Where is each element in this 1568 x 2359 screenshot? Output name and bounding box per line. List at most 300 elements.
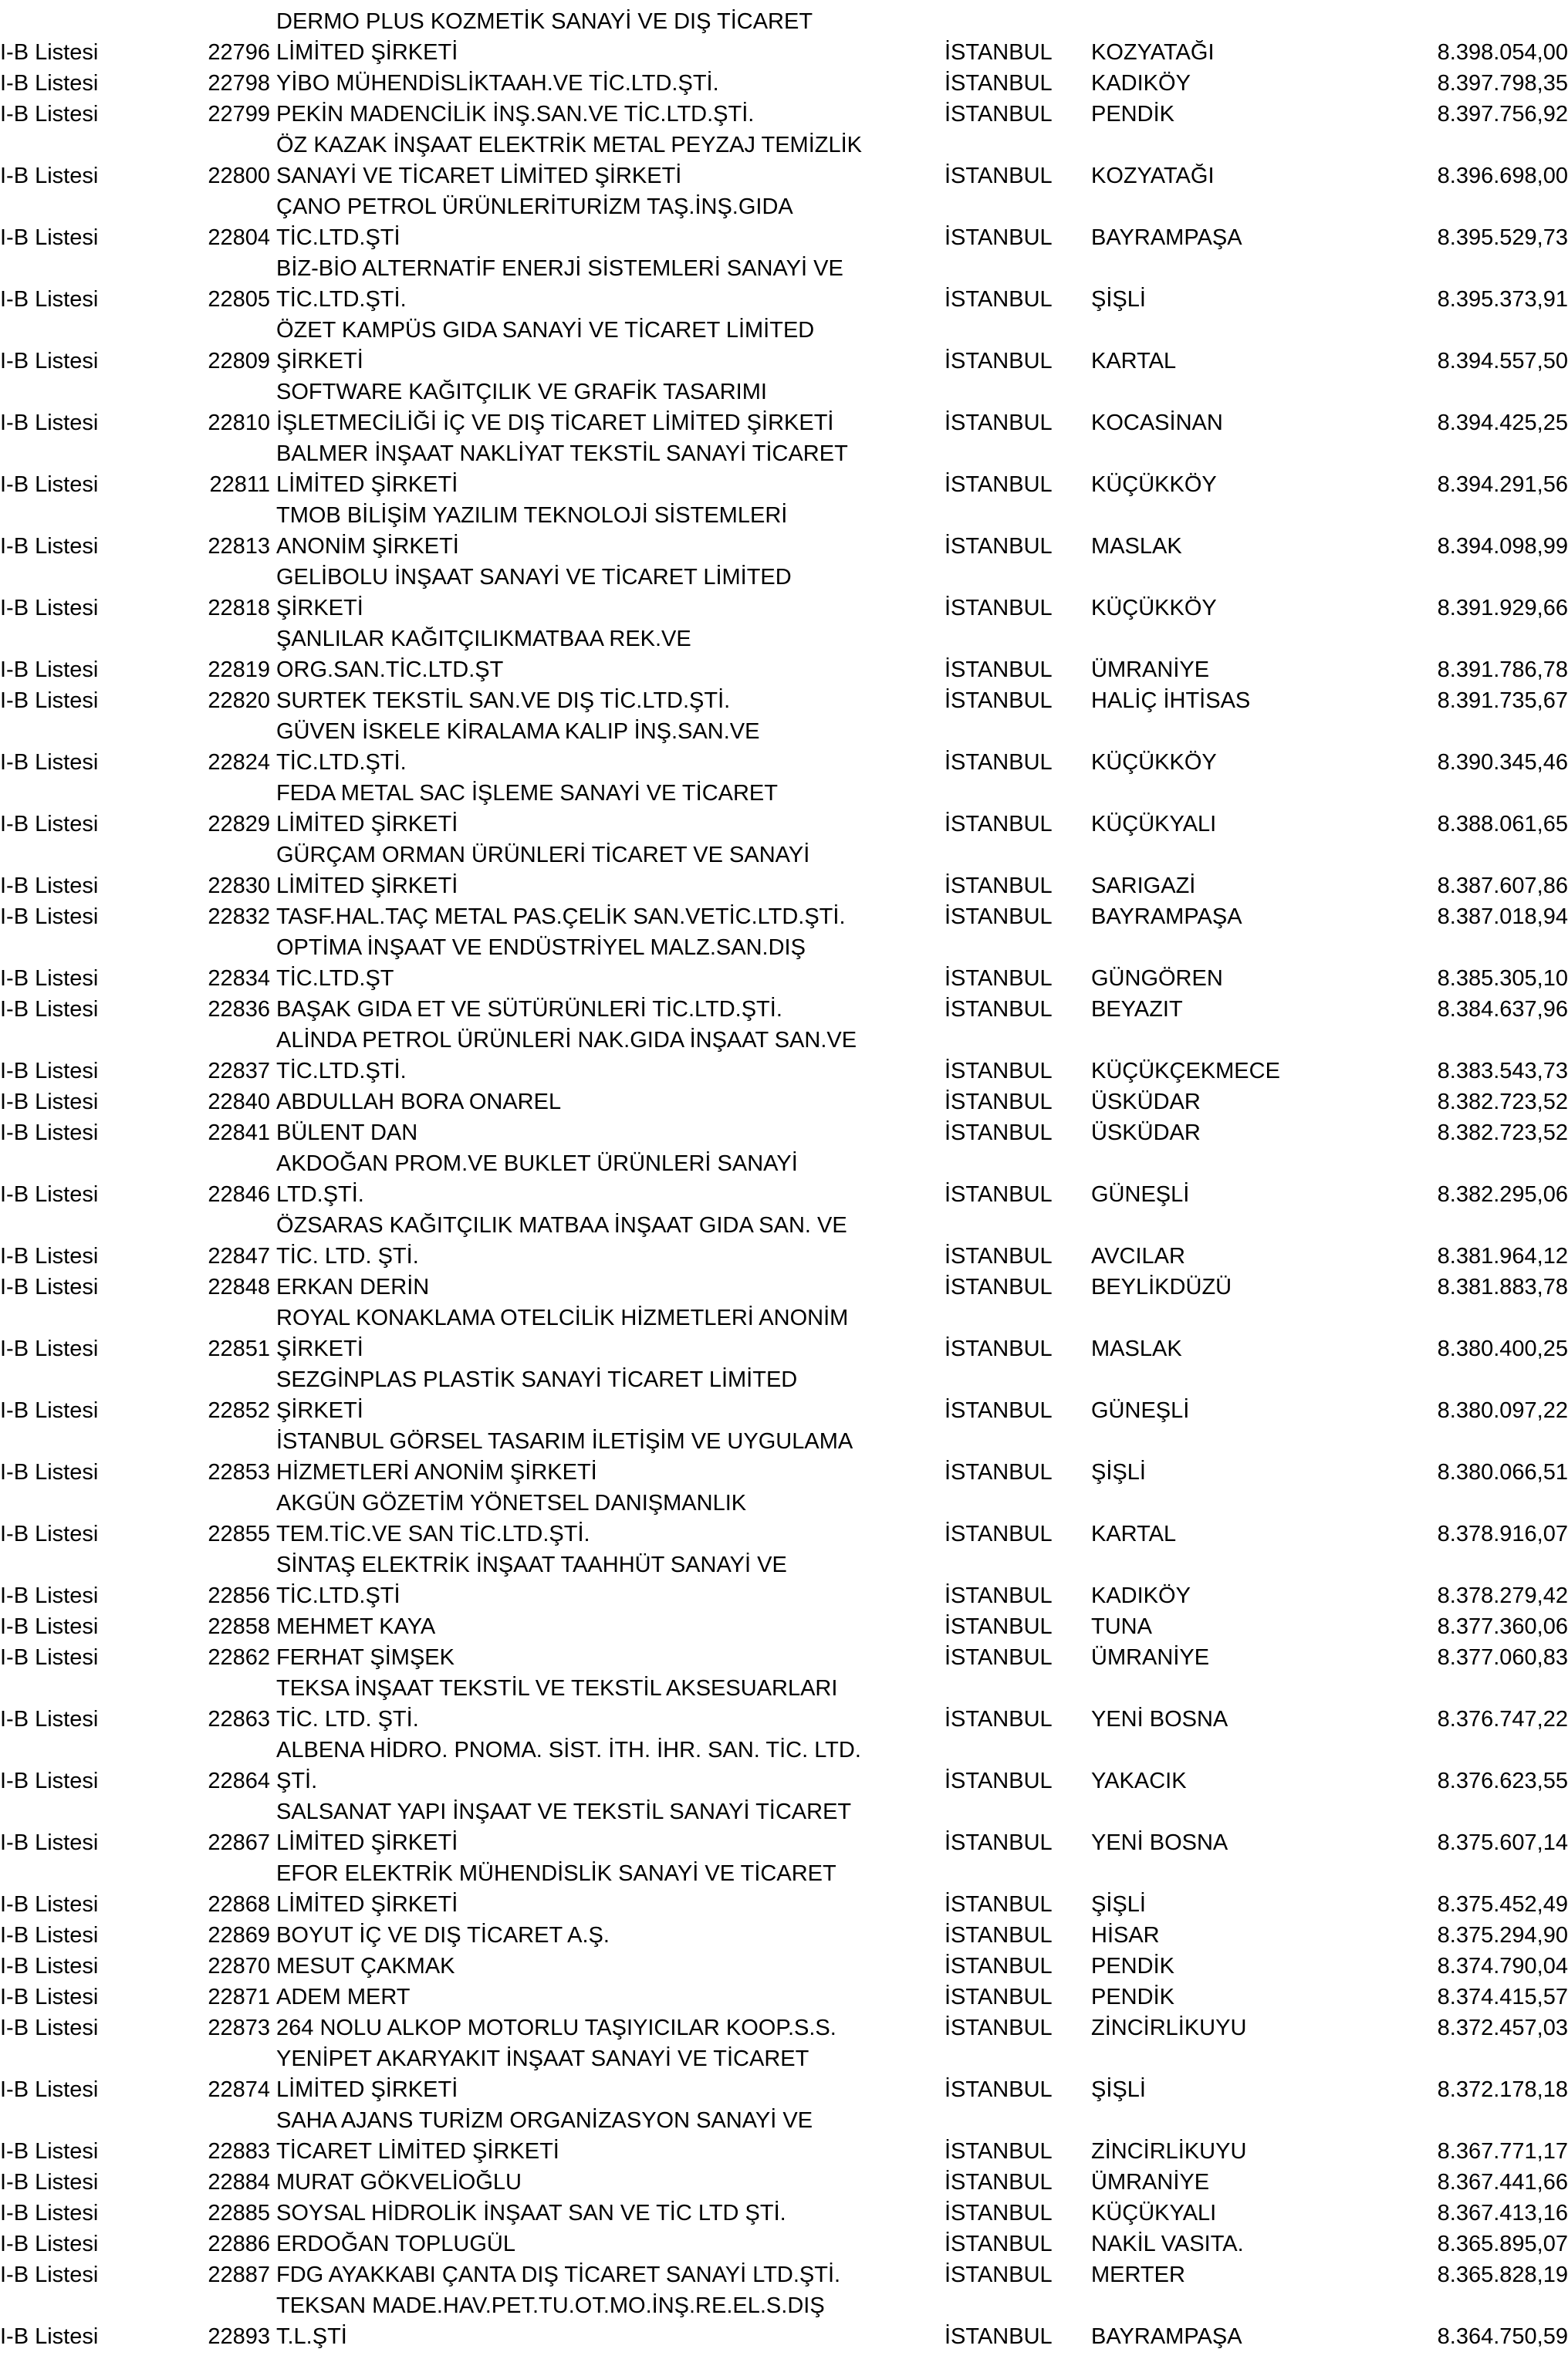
company-name-line: ÖZSARAS KAĞITÇILIK MATBAA İNŞAAT GIDA SAN. VE: [276, 1213, 847, 1238]
row-number: 22819: [208, 657, 270, 682]
company-name-line: LİMİTED ŞİRKETİ: [276, 874, 458, 898]
row-number: 22851: [208, 1337, 270, 1361]
city: İSTANBUL: [945, 750, 1053, 775]
company-name-line: TİC.LTD.ŞTİ.: [276, 287, 407, 312]
district: TUNA: [1091, 1614, 1152, 1639]
company-name-line: ERKAN DERİN: [276, 1275, 430, 1299]
list-name: I-B Listesi: [0, 966, 99, 991]
amount: 8.367.441,66: [1437, 2170, 1568, 2195]
table-row: [0, 1303, 1568, 1364]
city: İSTANBUL: [945, 102, 1053, 127]
table-row: [0, 1087, 1568, 1117]
district: GÜNEŞLİ: [1091, 1398, 1190, 1423]
row-number: 22837: [208, 1059, 270, 1083]
row-number: 22811: [209, 472, 270, 497]
amount: 8.374.790,04: [1437, 1954, 1568, 1979]
amount: 8.365.895,07: [1437, 2232, 1568, 2256]
amount: 8.367.413,16: [1437, 2201, 1568, 2226]
company-name-line: MURAT GÖKVELİOĞLU: [276, 2170, 522, 2195]
row-number: 22832: [208, 904, 270, 929]
city: İSTANBUL: [945, 2077, 1053, 2102]
amount: 8.365.828,19: [1437, 2263, 1568, 2287]
amount: 8.394.098,99: [1437, 534, 1568, 559]
row-number: 22799: [208, 102, 270, 127]
company-name-line: ÖZET KAMPÜS GIDA SANAYİ VE TİCARET LİMİTED: [276, 318, 815, 343]
district: ÜMRANİYE: [1091, 657, 1210, 682]
amount: 8.391.735,67: [1437, 688, 1568, 713]
district: KARTAL: [1091, 1522, 1177, 1546]
row-number: 22884: [208, 2170, 270, 2195]
company-name-line: DERMO PLUS KOZMETİK SANAYİ VE DIŞ TİCARET: [276, 9, 813, 34]
table-row: [0, 994, 1568, 1025]
district: YENİ BOSNA: [1091, 1707, 1228, 1732]
list-name: I-B Listesi: [0, 225, 99, 250]
table-row: [0, 1364, 1568, 1426]
company-name-line: ŞİRKETİ: [276, 349, 363, 373]
amount: 8.375.607,14: [1437, 1830, 1568, 1855]
company-name-line: MEHMET KAYA: [276, 1614, 436, 1639]
district: ZİNCİRLİKUYU: [1091, 2139, 1247, 2164]
list-name: I-B Listesi: [0, 812, 99, 836]
amount: 8.381.964,12: [1437, 1244, 1568, 1269]
amount: 8.387.018,94: [1437, 904, 1568, 929]
district: BEYAZIT: [1091, 997, 1183, 1022]
company-name-line: SOFTWARE KAĞITÇILIK VE GRAFİK TASARIMI: [276, 380, 767, 404]
city: İSTANBUL: [945, 2170, 1053, 2195]
list-name: I-B Listesi: [0, 1892, 99, 1917]
company-name-line: HİZMETLERİ ANONİM ŞİRKETİ: [276, 1460, 597, 1485]
city: İSTANBUL: [945, 2201, 1053, 2226]
district: KADIKÖY: [1091, 1583, 1191, 1608]
row-number: 22848: [208, 1275, 270, 1299]
table-row: [0, 253, 1568, 315]
row-number: 22852: [208, 1398, 270, 1423]
district: ÜMRANİYE: [1091, 2170, 1210, 2195]
company-name-line: LİMİTED ŞİRKETİ: [276, 812, 458, 836]
amount: 8.396.698,00: [1437, 164, 1568, 188]
list-name: I-B Listesi: [0, 1120, 99, 1145]
company-name-line: SOYSAL HİDROLİK İNŞAAT SAN VE TİC LTD ŞTİ.: [276, 2201, 786, 2226]
list-name: I-B Listesi: [0, 40, 99, 65]
city: İSTANBUL: [945, 164, 1053, 188]
company-name-line: SURTEK TEKSTİL SAN.VE DIŞ TİC.LTD.ŞTİ.: [276, 688, 731, 713]
table-row: [0, 2198, 1568, 2229]
company-name-line: ANONİM ŞİRKETİ: [276, 534, 459, 559]
list-name: I-B Listesi: [0, 1244, 99, 1269]
district: GÜNGÖREN: [1091, 966, 1223, 991]
amount: 8.384.637,96: [1437, 997, 1568, 1022]
district: ŞİŞLİ: [1091, 1460, 1146, 1485]
company-name-line: İŞLETMECİLİĞİ İÇ VE DIŞ TİCARET LİMİTED ŞİRKETİ: [276, 411, 834, 435]
row-number: 22840: [208, 1090, 270, 1114]
table-row: [0, 6, 1568, 68]
list-name: I-B Listesi: [0, 688, 99, 713]
city: İSTANBUL: [945, 596, 1053, 620]
table-row: [0, 1920, 1568, 1951]
row-number: 22858: [208, 1614, 270, 1639]
district: MASLAK: [1091, 1337, 1182, 1361]
list-name: I-B Listesi: [0, 1707, 99, 1732]
table-row: [0, 1272, 1568, 1303]
list-name: I-B Listesi: [0, 657, 99, 682]
company-name-line: GELİBOLU İNŞAAT SANAYİ VE TİCARET LİMİTED: [276, 565, 792, 590]
district: KÜÇÜKKÖY: [1091, 750, 1217, 775]
district: GÜNEŞLİ: [1091, 1182, 1190, 1207]
list-name: I-B Listesi: [0, 1398, 99, 1423]
table-row: [0, 901, 1568, 932]
company-name-line: ŞANLILAR KAĞITÇILIKMATBAA REK.VE: [276, 627, 691, 651]
table-row: [0, 315, 1568, 377]
district: ZİNCİRLİKUYU: [1091, 2016, 1247, 2040]
list-name: I-B Listesi: [0, 904, 99, 929]
district: HİSAR: [1091, 1923, 1160, 1948]
company-name-line: ALBENA HİDRO. PNOMA. SİST. İTH. İHR. SAN. TİC. LTD.: [276, 1738, 861, 1762]
company-name-line: BOYUT İÇ VE DIŞ TİCARET A.Ş.: [276, 1923, 610, 1948]
amount: 8.394.291,56: [1437, 472, 1568, 497]
list-name: I-B Listesi: [0, 349, 99, 373]
table-row: [0, 2259, 1568, 2290]
list-name: I-B Listesi: [0, 1337, 99, 1361]
list-name: I-B Listesi: [0, 1985, 99, 2009]
amount: 8.380.097,22: [1437, 1398, 1568, 1423]
company-name-line: ADEM MERT: [276, 1985, 411, 2009]
amount: 8.385.305,10: [1437, 966, 1568, 991]
row-number: 22867: [208, 1830, 270, 1855]
city: İSTANBUL: [945, 1522, 1053, 1546]
amount: 8.383.543,73: [1437, 1059, 1568, 1083]
company-name-line: AKGÜN GÖZETİM YÖNETSEL DANIŞMANLIK: [276, 1491, 747, 1516]
company-name-line: ŞİRKETİ: [276, 596, 363, 620]
list-name: I-B Listesi: [0, 1460, 99, 1485]
district: KADIKÖY: [1091, 71, 1191, 96]
city: İSTANBUL: [945, 1830, 1053, 1855]
table-row: [0, 130, 1568, 191]
city: İSTANBUL: [945, 812, 1053, 836]
amount: 8.382.723,52: [1437, 1120, 1568, 1145]
company-name-line: ROYAL KONAKLAMA OTELCİLİK HİZMETLERİ ANONİM: [276, 1306, 849, 1330]
district: PENDİK: [1091, 1954, 1174, 1979]
city: İSTANBUL: [945, 1244, 1053, 1269]
company-name-line: FEDA METAL SAC İŞLEME SANAYİ VE TİCARET: [276, 781, 778, 806]
amount: 8.372.457,03: [1437, 2016, 1568, 2040]
district: BAYRAMPAŞA: [1091, 904, 1242, 929]
company-name-line: TEKSAN MADE.HAV.PET.TU.OT.MO.İNŞ.RE.EL.S.DIŞ: [276, 2293, 825, 2318]
company-name-line: FERHAT ŞİMŞEK: [276, 1645, 455, 1670]
amount: 8.395.373,91: [1437, 287, 1568, 312]
row-number: 22804: [208, 225, 270, 250]
amount: 8.377.360,06: [1437, 1614, 1568, 1639]
row-number: 22873: [208, 2016, 270, 2040]
company-name-line: BİZ-BİO ALTERNATİF ENERJİ SİSTEMLERİ SANAYİ VE: [276, 256, 843, 281]
amount: 8.380.066,51: [1437, 1460, 1568, 1485]
company-name-line: TİC.LTD.ŞT: [276, 966, 394, 991]
list-name: I-B Listesi: [0, 1059, 99, 1083]
district: ÜSKÜDAR: [1091, 1120, 1201, 1145]
table-row: [0, 1611, 1568, 1642]
company-name-line: LTD.ŞTİ.: [276, 1182, 364, 1207]
city: İSTANBUL: [945, 966, 1053, 991]
row-number: 22798: [208, 71, 270, 96]
company-name-line: BALMER İNŞAAT NAKLİYAT TEKSTİL SANAYİ TİCARET: [276, 441, 848, 466]
company-name-line: GÜRÇAM ORMAN ÜRÜNLERİ TİCARET VE SANAYİ: [276, 843, 810, 867]
table-row: [0, 1488, 1568, 1550]
amount: 8.398.054,00: [1437, 40, 1568, 65]
city: İSTANBUL: [945, 2139, 1053, 2164]
district: ÜMRANİYE: [1091, 1645, 1210, 1670]
company-name-line: SALSANAT YAPI İNŞAAT VE TEKSTİL SANAYİ TİCARET: [276, 1800, 852, 1824]
company-name-line: ÖZ KAZAK İNŞAAT ELEKTRİK METAL PEYZAJ TEMİZLİK: [276, 133, 863, 157]
district: YENİ BOSNA: [1091, 1830, 1228, 1855]
company-name-line: LİMİTED ŞİRKETİ: [276, 40, 458, 65]
city: İSTANBUL: [945, 1614, 1053, 1639]
district: MERTER: [1091, 2263, 1185, 2287]
amount: 8.377.060,83: [1437, 1645, 1568, 1670]
company-name-line: T.L.ŞTİ: [276, 2324, 347, 2349]
table-row: [0, 1025, 1568, 1087]
table-row: [0, 1426, 1568, 1488]
district: BEYLİKDÜZÜ: [1091, 1275, 1232, 1299]
city: İSTANBUL: [945, 1120, 1053, 1145]
table-row: [0, 2229, 1568, 2259]
row-number: 22864: [208, 1769, 270, 1793]
company-name-line: ERDOĞAN TOPLUGÜL: [276, 2232, 515, 2256]
list-name: I-B Listesi: [0, 472, 99, 497]
row-number: 22834: [208, 966, 270, 991]
list-name: I-B Listesi: [0, 1923, 99, 1948]
district: KÜÇÜKÇEKMECE: [1091, 1059, 1280, 1083]
company-name-line: SANAYİ VE TİCARET LİMİTED ŞİRKETİ: [276, 164, 682, 188]
list-name: I-B Listesi: [0, 1830, 99, 1855]
table-row: [0, 1210, 1568, 1272]
list-name: I-B Listesi: [0, 1522, 99, 1546]
amount: 8.391.929,66: [1437, 596, 1568, 620]
row-number: 22883: [208, 2139, 270, 2164]
table-row: [0, 68, 1568, 99]
amount: 8.378.279,42: [1437, 1583, 1568, 1608]
company-name-line: SEZGİNPLAS PLASTİK SANAYİ TİCARET LİMİTED: [276, 1367, 798, 1392]
city: İSTANBUL: [945, 2263, 1053, 2287]
city: İSTANBUL: [945, 349, 1053, 373]
city: İSTANBUL: [945, 874, 1053, 898]
company-name-line: LİMİTED ŞİRKETİ: [276, 2077, 458, 2102]
amount: 8.395.529,73: [1437, 225, 1568, 250]
amount: 8.382.723,52: [1437, 1090, 1568, 1114]
row-number: 22846: [208, 1182, 270, 1207]
amount: 8.381.883,78: [1437, 1275, 1568, 1299]
list-name: I-B Listesi: [0, 71, 99, 96]
company-name-line: SAHA AJANS TURİZM ORGANİZASYON SANAYİ VE: [276, 2108, 813, 2133]
row-number: 22829: [208, 812, 270, 836]
list-name: I-B Listesi: [0, 534, 99, 559]
company-name-line: ŞİRKETİ: [276, 1337, 363, 1361]
list-name: I-B Listesi: [0, 1769, 99, 1793]
list-name: I-B Listesi: [0, 1583, 99, 1608]
company-name-line: YENİPET AKARYAKIT İNŞAAT SANAYİ VE TİCARET: [276, 2046, 809, 2071]
amount: 8.394.425,25: [1437, 411, 1568, 435]
table-row: [0, 1642, 1568, 1673]
row-number: 22810: [208, 411, 270, 435]
company-name-line: ABDULLAH BORA ONAREL: [276, 1090, 562, 1114]
table-row: [0, 1673, 1568, 1735]
list-name: I-B Listesi: [0, 2201, 99, 2226]
table-row: [0, 1796, 1568, 1858]
table-row: [0, 1735, 1568, 1796]
row-number: 22855: [208, 1522, 270, 1546]
row-number: 22820: [208, 688, 270, 713]
company-name-line: SİNTAŞ ELEKTRİK İNŞAAT TAAHHÜT SANAYİ VE: [276, 1553, 787, 1577]
table-row: [0, 438, 1568, 500]
district: KÜÇÜKKÖY: [1091, 596, 1217, 620]
district: ÜSKÜDAR: [1091, 1090, 1201, 1114]
company-name-line: EFOR ELEKTRİK MÜHENDİSLİK SANAYİ VE TİCARET: [276, 1861, 836, 1886]
amount: 8.364.750,59: [1437, 2324, 1568, 2349]
list-name: I-B Listesi: [0, 997, 99, 1022]
list-name: I-B Listesi: [0, 750, 99, 775]
row-number: 22809: [208, 349, 270, 373]
city: İSTANBUL: [945, 2324, 1053, 2349]
company-name-line: OPTİMA İNŞAAT VE ENDÜSTRİYEL MALZ.SAN.DIŞ: [276, 935, 806, 960]
city: İSTANBUL: [945, 1645, 1053, 1670]
district: KARTAL: [1091, 349, 1177, 373]
list-name: I-B Listesi: [0, 287, 99, 312]
company-name-line: ŞTİ.: [276, 1769, 318, 1793]
city: İSTANBUL: [945, 688, 1053, 713]
company-name-line: TİC.LTD.ŞTİ: [276, 1583, 400, 1608]
table-row: [0, 624, 1568, 685]
city: İSTANBUL: [945, 1583, 1053, 1608]
city: İSTANBUL: [945, 1398, 1053, 1423]
row-number: 22870: [208, 1954, 270, 1979]
district: BAYRAMPAŞA: [1091, 2324, 1242, 2349]
row-number: 22805: [208, 287, 270, 312]
list-name: I-B Listesi: [0, 2170, 99, 2195]
amount: 8.375.452,49: [1437, 1892, 1568, 1917]
table-row: [0, 562, 1568, 624]
row-number: 22830: [208, 874, 270, 898]
district: HALİÇ İHTİSAS: [1091, 688, 1251, 713]
district: MASLAK: [1091, 534, 1182, 559]
list-name: I-B Listesi: [0, 1275, 99, 1299]
city: İSTANBUL: [945, 534, 1053, 559]
company-name-line: TEM.TİC.VE SAN TİC.LTD.ŞTİ.: [276, 1522, 590, 1546]
city: İSTANBUL: [945, 1460, 1053, 1485]
district: ŞİŞLİ: [1091, 1892, 1146, 1917]
company-name-line: LİMİTED ŞİRKETİ: [276, 1892, 458, 1917]
row-number: 22856: [208, 1583, 270, 1608]
table-row: [0, 2013, 1568, 2043]
list-name: I-B Listesi: [0, 1954, 99, 1979]
company-name-line: TİC.LTD.ŞTİ.: [276, 1059, 407, 1083]
amount: 8.367.771,17: [1437, 2139, 1568, 2164]
row-number: 22796: [208, 40, 270, 65]
amount: 8.397.756,92: [1437, 102, 1568, 127]
table-row: [0, 1951, 1568, 1982]
company-name-line: İSTANBUL GÖRSEL TASARIM İLETİŞİM VE UYGULAMA: [276, 1429, 853, 1454]
table-row: [0, 1550, 1568, 1611]
list-name: I-B Listesi: [0, 2077, 99, 2102]
district: PENDİK: [1091, 102, 1174, 127]
company-name-line: AKDOĞAN PROM.VE BUKLET ÜRÜNLERİ SANAYİ: [276, 1151, 798, 1176]
table-row: [0, 2167, 1568, 2198]
row-number: 22886: [208, 2232, 270, 2256]
amount: 8.380.400,25: [1437, 1337, 1568, 1361]
city: İSTANBUL: [945, 1182, 1053, 1207]
amount: 8.376.623,55: [1437, 1769, 1568, 1793]
amount: 8.374.415,57: [1437, 1985, 1568, 2009]
city: İSTANBUL: [945, 1954, 1053, 1979]
city: İSTANBUL: [945, 1337, 1053, 1361]
amount: 8.372.178,18: [1437, 2077, 1568, 2102]
company-name-line: GÜVEN İSKELE KİRALAMA KALIP İNŞ.SAN.VE: [276, 719, 760, 744]
amount: 8.376.747,22: [1437, 1707, 1568, 1732]
city: İSTANBUL: [945, 1707, 1053, 1732]
row-number: 22874: [208, 2077, 270, 2102]
amount: 8.394.557,50: [1437, 349, 1568, 373]
table-row: [0, 2105, 1568, 2167]
company-name-line: TİC. LTD. ŞTİ.: [276, 1707, 419, 1732]
amount: 8.397.798,35: [1437, 71, 1568, 96]
list-name: I-B Listesi: [0, 1645, 99, 1670]
list-name: I-B Listesi: [0, 2263, 99, 2287]
company-name-line: YİBO MÜHENDİSLİKTAAH.VE TİC.LTD.ŞTİ.: [276, 71, 719, 96]
amount: 8.387.607,86: [1437, 874, 1568, 898]
row-number: 22841: [208, 1120, 270, 1145]
row-number: 22836: [208, 997, 270, 1022]
list-name: I-B Listesi: [0, 102, 99, 127]
district: BAYRAMPAŞA: [1091, 225, 1242, 250]
company-name-line: ŞİRKETİ: [276, 1398, 363, 1423]
city: İSTANBUL: [945, 1090, 1053, 1114]
city: İSTANBUL: [945, 904, 1053, 929]
district: KÜÇÜKYALI: [1091, 812, 1217, 836]
table-row: [0, 840, 1568, 901]
list-name: I-B Listesi: [0, 164, 99, 188]
district: KÜÇÜKYALI: [1091, 2201, 1217, 2226]
company-name-line: TİC.LTD.ŞTİ: [276, 225, 400, 250]
city: İSTANBUL: [945, 225, 1053, 250]
amount: 8.375.294,90: [1437, 1923, 1568, 1948]
city: İSTANBUL: [945, 472, 1053, 497]
table-row: [0, 1982, 1568, 2013]
city: İSTANBUL: [945, 1769, 1053, 1793]
city: İSTANBUL: [945, 1923, 1053, 1948]
city: İSTANBUL: [945, 657, 1053, 682]
row-number: 22887: [208, 2263, 270, 2287]
district: NAKİL VASITA.: [1091, 2232, 1244, 2256]
amount: 8.378.916,07: [1437, 1522, 1568, 1546]
amount: 8.382.295,06: [1437, 1182, 1568, 1207]
table-row: [0, 778, 1568, 840]
company-name-line: TİC. LTD. ŞTİ.: [276, 1244, 419, 1269]
row-number: 22871: [208, 1985, 270, 2009]
table-row: [0, 377, 1568, 438]
city: İSTANBUL: [945, 1892, 1053, 1917]
row-number: 22847: [208, 1244, 270, 1269]
company-name-line: TASF.HAL.TAÇ METAL PAS.ÇELİK SAN.VETİC.LTD.ŞTİ.: [276, 904, 846, 929]
company-name-line: MESUT ÇAKMAK: [276, 1954, 455, 1979]
company-name-line: ÇANO PETROL ÜRÜNLERİTURİZM TAŞ.İNŞ.GIDA: [276, 194, 793, 219]
list-name: I-B Listesi: [0, 411, 99, 435]
table-row: [0, 2290, 1568, 2352]
district: ŞİŞLİ: [1091, 2077, 1146, 2102]
table-row: [0, 716, 1568, 778]
district: YAKACIK: [1091, 1769, 1187, 1793]
district: KOCASİNAN: [1091, 411, 1223, 435]
district: PENDİK: [1091, 1985, 1174, 2009]
city: İSTANBUL: [945, 411, 1053, 435]
amount: 8.391.786,78: [1437, 657, 1568, 682]
table-row: [0, 99, 1568, 130]
